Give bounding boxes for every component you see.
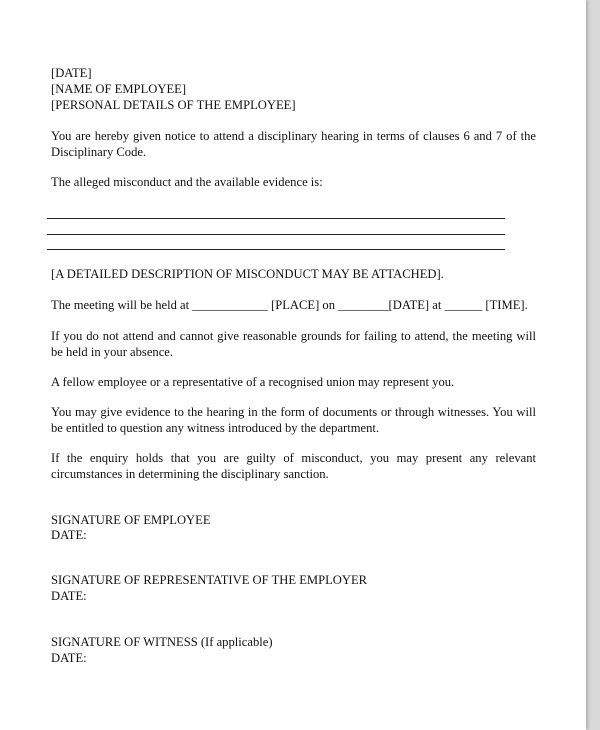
misconduct-intro: The alleged misconduct and the available evidence is: — [51, 175, 323, 189]
blank-line-3 — [47, 249, 505, 250]
employee-name-placeholder: [NAME OF EMPLOYEE] — [51, 82, 187, 96]
employer-signature-label: SIGNATURE OF REPRESENTATIVE OF THE EMPLOYER — [51, 573, 368, 587]
blank-line-1 — [47, 218, 505, 219]
circumstances-paragraph: If the enquiry holds that you are guilty of misconduct, you may present any relevant circumstances in determining the disciplinary sanction. — [51, 451, 536, 481]
witness-signature-date: DATE: — [51, 651, 87, 665]
employee-details-placeholder: [PERSONAL DETAILS OF THE EMPLOYEE] — [51, 98, 296, 112]
employer-signature-date: DATE: — [51, 589, 87, 603]
absence-paragraph: If you do not attend and cannot give reasonable grounds for failing to attend, the meeting will be held in your absence. — [51, 329, 536, 359]
blank-line-2 — [47, 234, 505, 235]
witness-signature-label: SIGNATURE OF WITNESS (If applicable) — [51, 635, 273, 649]
evidence-paragraph: You may give evidence to the hearing in the form of documents or through witnesses. You will be entitled to question any witness introduced by the department. — [51, 405, 536, 435]
employee-signature-date: DATE: — [51, 528, 87, 542]
representation-paragraph: A fellow employee or a representative of a recognised union may represent you. — [51, 375, 455, 389]
notice-paragraph: You are hereby given notice to attend a disciplinary hearing in terms of clauses 6 and 7 of the Disciplinary Code. — [51, 129, 536, 159]
employee-signature-label: SIGNATURE OF EMPLOYEE — [51, 513, 211, 527]
date-placeholder: [DATE] — [51, 66, 92, 80]
meeting-details: The meeting will be held at ____________ [PLACE] on ________[DATE] at ______ [TIME]. — [51, 298, 528, 312]
misconduct-description: [A DETAILED DESCRIPTION OF MISCONDUCT MAY BE ATTACHED]. — [51, 267, 444, 281]
